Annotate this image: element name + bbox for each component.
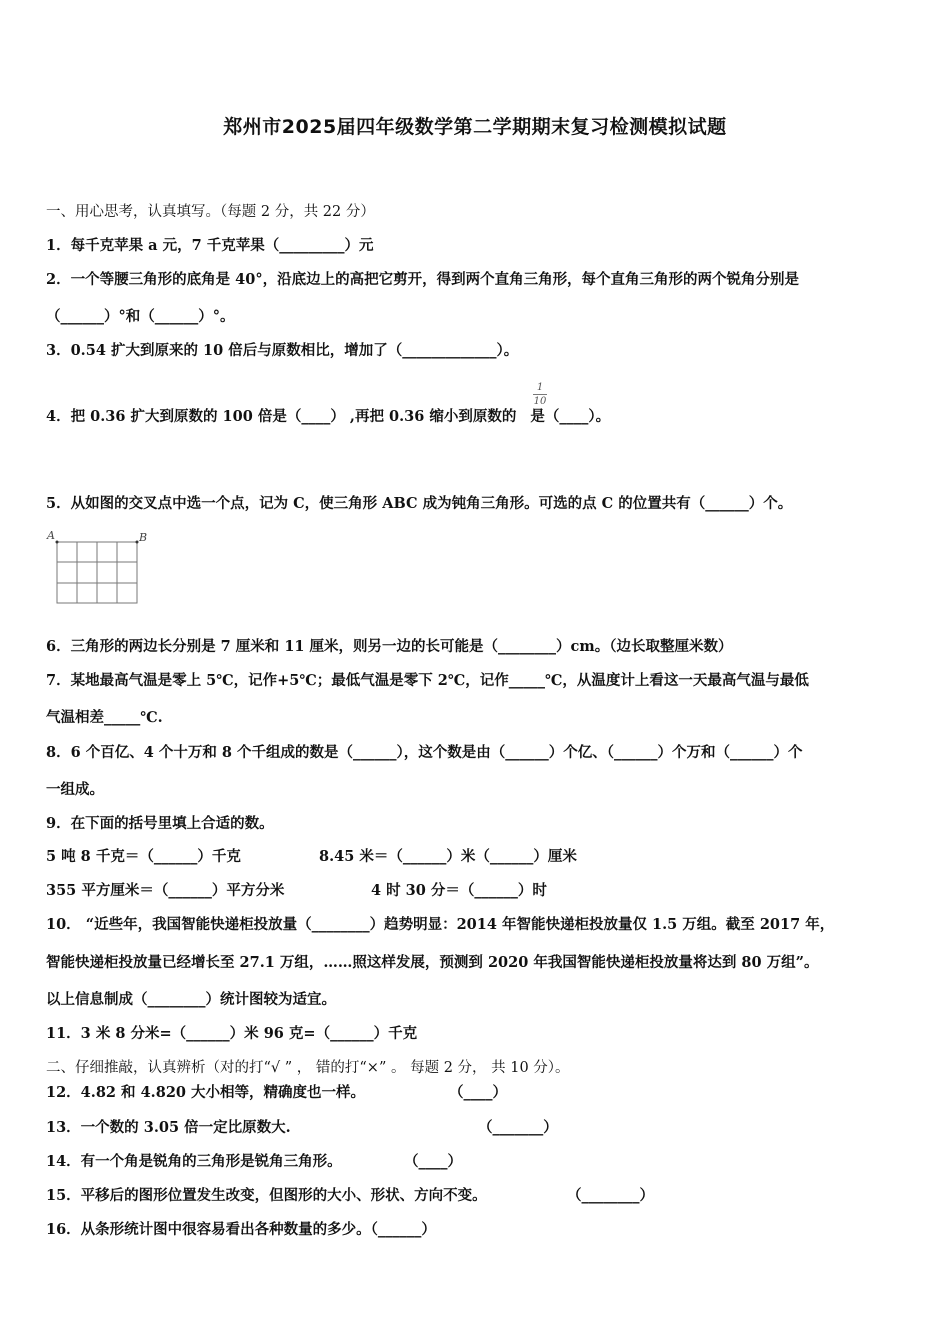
question-2-line2: （______）°和（______）°。 xyxy=(46,308,235,325)
point-b-label: B xyxy=(139,531,148,544)
grid-figure xyxy=(44,528,156,608)
fraction-numerator: 1 xyxy=(536,382,544,393)
fraction-bar xyxy=(533,394,547,395)
point-a-label: A xyxy=(47,529,55,542)
question-10-line2: 智能快递柜投放量已经增长至 27.1 万组，……照这样发展，预测到 2020 年我国智能快递柜投放量将达到 80 万组”。 xyxy=(46,954,819,971)
question-9-row2-left: 355 平方厘米＝（______）平方分米 xyxy=(46,882,285,899)
question-4-part1: 4．把 0.36 扩大到原数的 100 倍是（____） ,再把 0.36 缩小到原数的 xyxy=(46,408,517,425)
question-7-line2: 气温相差_____℃. xyxy=(46,709,163,726)
question-14-blank: （____） xyxy=(404,1153,462,1170)
question-7-line1: 7．某地最高气温是零上 5℃，记作+5℃；最低气温是零下 2℃，记作_____℃，从温度计上看这一天最高气温与最低 xyxy=(46,672,809,689)
question-16: 16．从条形统计图中很容易看出各种数量的多少。（______） xyxy=(46,1221,436,1238)
page-title: 郑州市2025届四年级数学第二学期期末复习检测模拟试题 xyxy=(223,116,727,138)
question-14: 14．有一个角是锐角的三角形是锐角三角形。 xyxy=(46,1153,342,1170)
question-9-row2-right: 4 时 30 分＝（______）时 xyxy=(371,882,547,899)
question-13-blank: （_______） xyxy=(478,1119,558,1136)
question-15-blank: （________） xyxy=(567,1187,654,1204)
point-a xyxy=(56,541,59,544)
question-11: 11．3 米 8 分米=（______）米 96 克=（______）千克 xyxy=(46,1025,418,1042)
question-15: 15．平移后的图形位置发生改变，但图形的大小、形状、方向不变。 xyxy=(46,1187,487,1204)
question-3: 3．0.54 扩大到原来的 10 倍后与原数相比，增加了（_____________）。 xyxy=(46,342,519,359)
question-13: 13．一个数的 3.05 倍一定比原数大. xyxy=(46,1119,291,1136)
fraction-one-tenth xyxy=(533,382,547,407)
question-9-row1-left: 5 吨 8 千克＝（______）千克 xyxy=(46,848,241,865)
point-b xyxy=(136,541,139,544)
fraction-denominator: 10 xyxy=(533,396,547,407)
question-12-blank: （____） xyxy=(449,1084,507,1101)
question-1: 1．每千克苹果 a 元，7 千克苹果（_________）元 xyxy=(46,237,374,254)
section1-heading: 一、用心思考，认真填写。（每题 2 分，共 22 分） xyxy=(46,204,375,220)
section2-heading: 二、仔细推敲，认真辨析（对的打“√ ” ， 错的打“×” 。 每题 2 分， 共 10 分）。 xyxy=(46,1060,570,1076)
question-4-part2: 是（____）。 xyxy=(530,408,611,425)
grid-lines xyxy=(57,542,137,603)
question-9-heading: 9．在下面的括号里填上合适的数。 xyxy=(46,815,274,832)
question-8-line2: 一组成。 xyxy=(46,781,104,798)
question-8-line1: 8．6 个百亿、4 个十万和 8 个千组成的数是（______），这个数是由（______）个亿、（______）个万和（______）个 xyxy=(46,744,803,761)
question-12: 12．4.82 和 4.820 大小相等，精确度也一样。 xyxy=(46,1084,366,1101)
question-10-line1: 10． “近些年，我国智能快递柜投放量（________）趋势明显：2014 年智能快递柜投放量仅 1.5 万组。截至 2017 年， xyxy=(46,916,835,933)
question-10-line3: 以上信息制成（________）统计图较为适宜。 xyxy=(46,991,336,1008)
question-9-row1-right: 8.45 米＝（______）米（______）厘米 xyxy=(319,848,577,865)
question-5: 5．从如图的交叉点中选一个点，记为 C，使三角形 ABC 成为钝角三角形。可选的点 C 的位置共有（______）个。 xyxy=(46,495,793,512)
question-2-line1: 2．一个等腰三角形的底角是 40°，沿底边上的高把它剪开，得到两个直角三角形，每个直角三角形的两个锐角分别是 xyxy=(46,271,800,288)
question-6: 6．三角形的两边长分别是 7 厘米和 11 厘米，则另一边的长可能是（________）cm。（边长取整厘米数） xyxy=(46,638,733,655)
question-4 xyxy=(46,407,610,427)
